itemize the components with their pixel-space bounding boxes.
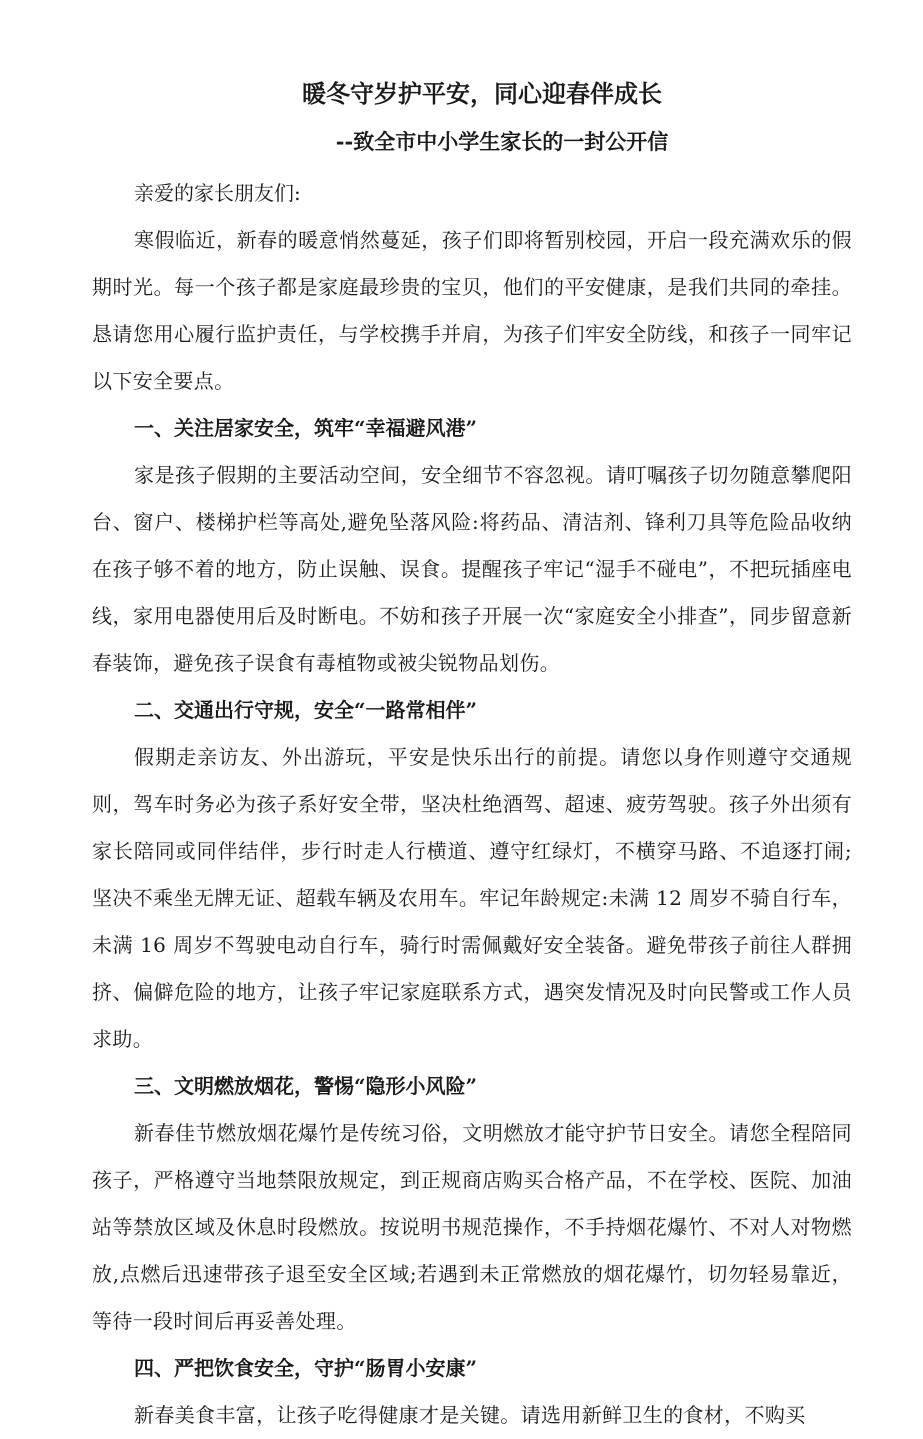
section-heading-food-safety: 四、严把饮食安全，守护“肠胃小安康”: [134, 1356, 478, 1380]
letter-page: [92, 72, 852, 1439]
salutation: 亲爱的家长朋友们:: [134, 181, 301, 205]
section-heading-fireworks-safety: 三、文明燃放烟花，警惕“隐形小风险”: [134, 1074, 478, 1098]
section-heading-home-safety: 一、关注居家安全，筑牢“幸福避风港”: [134, 416, 478, 440]
section-heading-traffic-safety: 二、交通出行守规，安全“一路常相伴”: [134, 698, 478, 722]
section-body-fireworks-safety: 新春佳节燃放烟花爆竹是传统习俗，文明燃放才能守护节日安全。请您全程陪同孩子，严格遵守当地禁限放规定，到正规商店购买合格产品，不在学校、医院、加油站等禁放区域及休息时段燃放。按说明书规范操作，不手持烟花爆竹、不对人对物燃放,点燃后迅速带孩子退至安全区域;若遇到未正常燃放的烟花爆竹，切勿轻易靠近，等待一段时间后再妥善处理。: [92, 1121, 852, 1333]
section-body-food-safety: 新春美食丰富，让孩子吃得健康才是关键。请选用新鲜卫生的食材，不购买: [134, 1403, 806, 1427]
intro-paragraph: 寒假临近，新春的暖意悄然蔓延，孩子们即将暂别校园，开启一段充满欢乐的假期时光。每一个孩子都是家庭最珍贵的宝贝，他们的平安健康，是我们共同的牵挂。恳请您用心履行监护责任，与学校携手并肩，为孩子们牢安全防线，和孩子一同牢记以下安全要点。: [92, 228, 852, 393]
section-body-traffic-safety: 假期走亲访友、外出游玩，平安是快乐出行的前提。请您以身作则遵守交通规则，驾车时务必为孩子系好安全带，坚决杜绝酒驾、超速、疲劳驾驶。孩子外出须有家长陪同或同伴结伴，步行时走人行横道、遵守红绿灯，不横穿马路、不追逐打闹;坚决不乘坐无牌无证、超载车辆及农用车。牢记年龄规定:未满 12 周岁不骑自行车，未满 16 周岁不驾驶电动自行车，骑行时需佩戴好安全装备。避免带孩子前往人群拥挤、偏僻危险的地方，让孩子牢记家庭联系方式，遇突发情况及时向民警或工作人员求助。: [92, 745, 852, 1051]
section-body-home-safety: 家是孩子假期的主要活动空间，安全细节不容忽视。请叮嘱孩子切勿随意攀爬阳台、窗户、楼梯护栏等高处,避免坠落风险:将药品、清洁剂、锋利刀具等危险品收纳在孩子够不着的地方，防止误触、误食。提醒孩子牢记“湿手不碰电”，不把玩插座电线，家用电器使用后及时断电。不妨和孩子开展一次“家庭安全小排查”，同步留意新春装饰，避免孩子误食有毒植物或被尖锐物品划伤。: [92, 463, 852, 675]
document-subtitle: --致全市中小学生家长的一封公开信: [335, 129, 669, 154]
document-title: 暖冬守岁护平安，同心迎春伴成长: [302, 79, 662, 108]
